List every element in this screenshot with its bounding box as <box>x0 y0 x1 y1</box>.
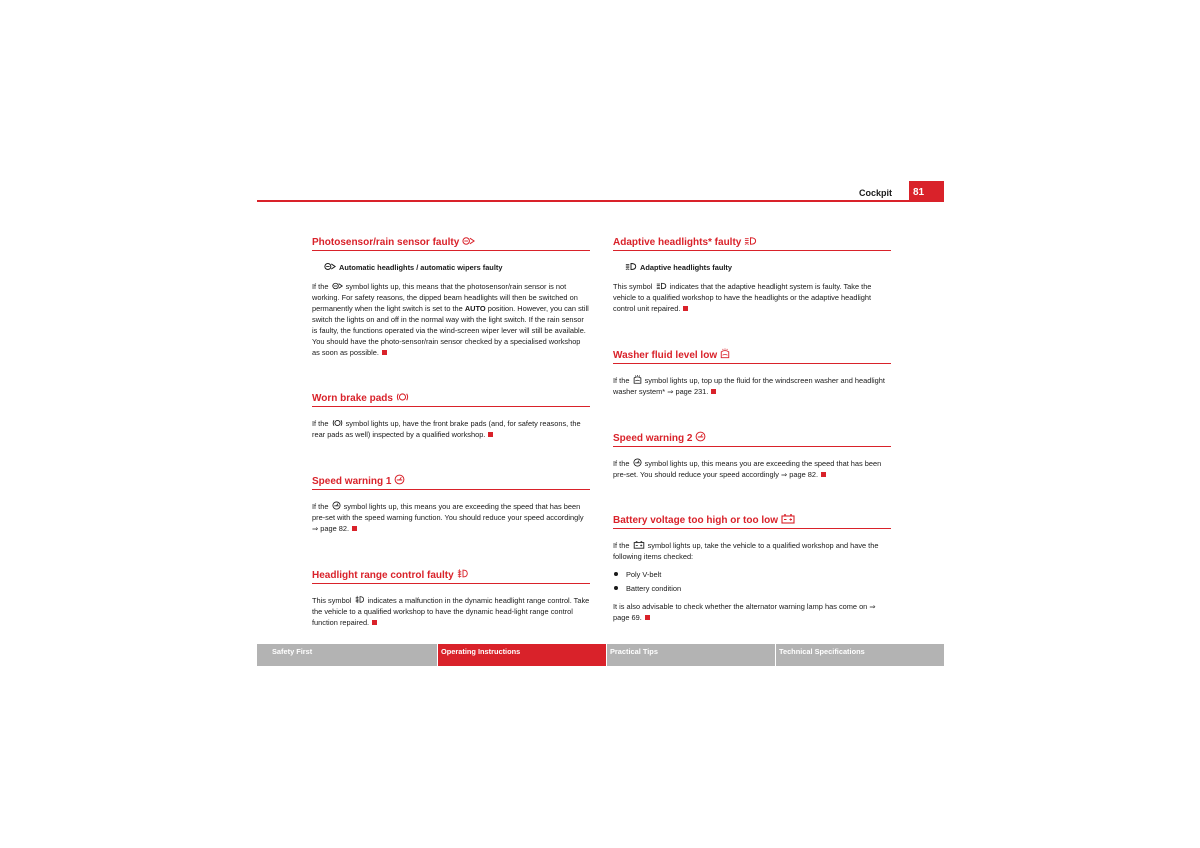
end-marker <box>488 432 493 437</box>
section-title <box>613 514 891 529</box>
section-title-text: Adaptive headlights* faulty <box>613 237 742 248</box>
text-run: symbol lights up, this means you are exceeding the speed that has been pre-set. You should reduce your speed accordingly ⇒ page 82. <box>613 459 882 479</box>
end-marker <box>372 620 377 625</box>
text-run: If the <box>312 282 329 291</box>
headlight-range-icon <box>355 595 365 604</box>
brake-pads-icon <box>396 392 409 402</box>
text-run-bold: AUTO <box>464 304 486 313</box>
section-photosensor <box>312 236 590 358</box>
text-run: If the <box>312 502 329 511</box>
section-title <box>613 431 891 447</box>
end-marker <box>382 350 387 355</box>
battery-icon <box>781 514 795 524</box>
speedometer-icon <box>633 458 642 467</box>
text-run: If the <box>613 459 630 468</box>
end-marker <box>821 472 826 477</box>
paragraph <box>613 458 891 480</box>
washer-fluid-icon <box>720 348 730 359</box>
section-title-text: Battery voltage too high or too low <box>613 515 778 526</box>
text-run: symbol lights up, take the vehicle to a qualified workshop and have the following items checked: <box>613 541 879 561</box>
paragraph <box>312 501 590 534</box>
subheading <box>324 262 590 273</box>
section-title-text: Worn brake pads <box>312 393 393 404</box>
chapter-title: Cockpit <box>858 188 892 198</box>
section-title-text: Speed warning 2 <box>613 433 693 444</box>
brake-pads-icon <box>332 419 343 427</box>
headlight-range-icon <box>457 568 469 579</box>
bullet-list <box>613 568 891 595</box>
text-run: It is also advisable to check whether the alternator warning lamp has come on ⇒ page 69. <box>613 602 876 622</box>
subheading-text: Adaptive headlights faulty <box>640 263 732 272</box>
text-run: This symbol <box>312 596 352 605</box>
section-title <box>613 348 891 364</box>
section-title <box>312 392 590 407</box>
paragraph <box>312 418 590 440</box>
text-run: position. However, you can still switch the lights on and off in the normal way with the light switch. If the rain sensor is faulty, the functions operated via the wind-screen wiper lever will still be available. You should have the photo-sensor/rain sensor checked by a specialised workshop as soon as possible. <box>312 304 589 357</box>
tab-safety-first[interactable]: Safety First <box>257 644 437 666</box>
end-marker <box>645 615 650 620</box>
section-washer-fluid <box>613 348 891 397</box>
section-battery-voltage <box>613 514 891 623</box>
tab-practical-tips[interactable]: Practical Tips <box>607 644 775 666</box>
paragraph <box>613 540 891 562</box>
footer-nav <box>257 644 944 666</box>
paragraph <box>613 281 891 314</box>
right-column <box>613 236 891 623</box>
paragraph <box>312 281 590 358</box>
text-run: This symbol <box>613 282 653 291</box>
section-speed-warning-2 <box>613 431 891 480</box>
section-title <box>312 474 590 490</box>
adaptive-headlight-icon <box>656 282 667 290</box>
section-adaptive-headlights <box>613 236 891 314</box>
text-run: indicates that the adaptive headlight system is faulty. Take the vehicle to a qualified workshop to have the headlights or the adaptive headlight control unit repaired. <box>613 282 872 313</box>
header-rule <box>257 200 944 202</box>
adaptive-headlight-icon <box>625 262 637 271</box>
section-speed-warning-1 <box>312 474 590 534</box>
list-item: Battery condition <box>613 582 891 596</box>
text-run: symbol lights up, this means that the photosensor/rain sensor is not working. For safety reasons, the dipped beam headlights will then be switched on permanently when the light switch is set to the <box>312 282 578 313</box>
paragraph <box>613 375 891 397</box>
subheading-text: Automatic headlights / automatic wipers faulty <box>339 263 503 272</box>
end-marker <box>683 306 688 311</box>
paragraph <box>613 601 891 623</box>
section-title <box>312 236 590 251</box>
section-title-text: Photosensor/rain sensor faulty <box>312 237 460 248</box>
photosensor-icon <box>462 236 475 246</box>
text-run: If the <box>613 376 630 385</box>
section-title-text: Speed warning 1 <box>312 476 392 487</box>
photosensor-icon <box>324 262 336 271</box>
speedometer-icon <box>394 474 405 485</box>
paragraph <box>312 595 590 628</box>
section-title-text: Headlight range control faulty <box>312 570 454 581</box>
speedometer-icon <box>332 501 341 510</box>
list-item: Poly V-belt <box>613 568 891 582</box>
text-run: symbol lights up, this means you are exceeding the speed that has been pre-set with the speed warning function. You should reduce your speed accordingly ⇒ page 82. <box>312 502 584 533</box>
adaptive-headlight-icon <box>744 236 757 246</box>
text-run: symbol lights up, top up the fluid for the windscreen washer and headlight washer system* ⇒ page 231. <box>613 376 885 396</box>
section-title <box>312 568 590 584</box>
battery-icon <box>633 541 645 549</box>
text-run: If the <box>613 541 630 550</box>
section-headlight-range <box>312 568 590 628</box>
section-title-text: Washer fluid level low <box>613 350 718 361</box>
text-run: If the <box>312 419 329 428</box>
photosensor-icon <box>332 282 343 290</box>
tab-operating-instructions[interactable]: Operating Instructions <box>438 644 606 666</box>
tab-technical-specifications[interactable]: Technical Specifications <box>776 644 944 666</box>
section-brake-pads <box>312 392 590 440</box>
text-run: symbol lights up, have the front brake pads (and, for safety reasons, the rear pads as well) inspected by a qualified workshop. <box>312 419 581 439</box>
speedometer-icon <box>695 431 706 442</box>
left-column <box>312 236 590 628</box>
subheading <box>625 262 891 273</box>
end-marker <box>711 389 716 394</box>
page-number: 81 <box>909 181 944 202</box>
section-title <box>613 236 891 251</box>
end-marker <box>352 526 357 531</box>
text-run: indicates a malfunction in the dynamic headlight range control. Take the vehicle to a qualified workshop to have the dynamic head-light range control function repaired. <box>312 596 590 627</box>
washer-fluid-icon <box>633 375 642 384</box>
